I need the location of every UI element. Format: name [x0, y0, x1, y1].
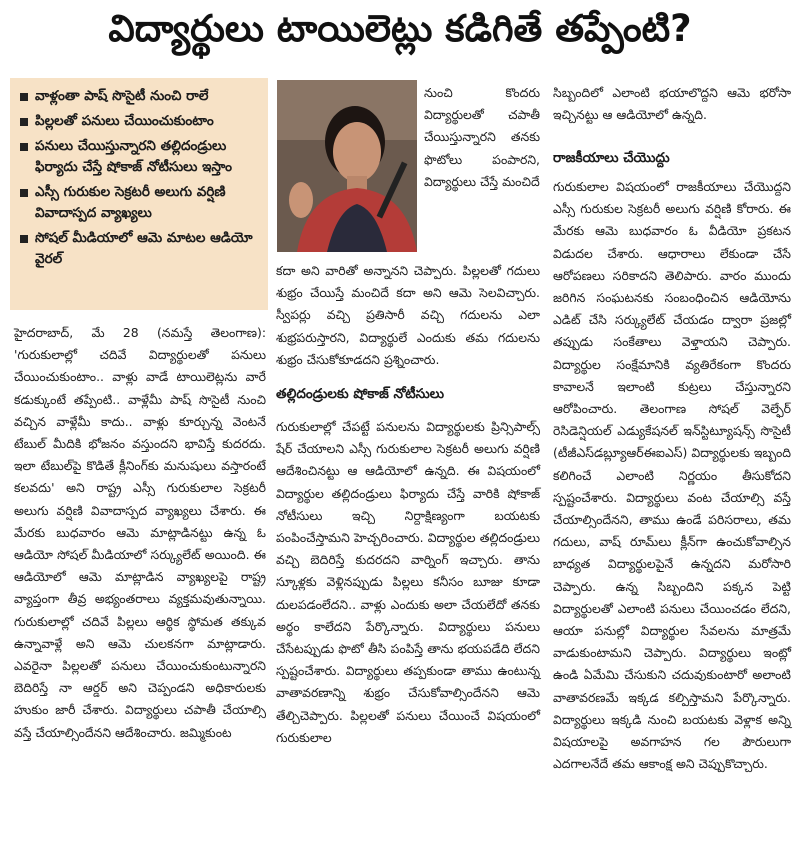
highlight-item	[20, 136, 260, 178]
square-bullet-icon	[20, 189, 28, 197]
article-column-2-bottom	[276, 416, 540, 749]
square-bullet-icon	[20, 235, 28, 243]
highlight-item	[20, 228, 260, 270]
highlight-text: ఎస్సీ గురుకుల సెక్రటరీ అలుగు వర్షిణి వివాదాస్పద వ్యాఖ్యలు	[35, 184, 226, 221]
article-column-2-top	[424, 82, 540, 193]
subheading-no-politics: రాజకీయాలు చేయొద్దు	[553, 150, 670, 166]
article-paragraph: గురుకులాల్లో చేపట్టే పనులను విద్యార్థులకు ప్రిన్సిపాల్స్ షేర్ చేయాలని ఎస్సీ గురుకులాల సెక్రటరీ అలుగు వర్షిణి ఆదేశించినట్టు ఆ ఆడియోలో ఉన్నది. ఈ విషయంలో విద్యార్థుల తల్లిదండ్రులు ఫిర్యాదు చేస్తే వారికి షోకాజ్ నోటీసులు ఇచ్చి నిర్దాక్షిణ్యంగా బయటకు పంపించేస్తామని హెచ్చరించారు. విద్యార్థుల తల్లిదండ్రులు వచ్చి బెదిరిస్తే కుదరదని వార్నింగ్ ఇచ్చారు. తాను స్కూళ్లకు వెళ్లినప్పుడు పిల్లలు కనీసం బూజు కూడా దులపడంలేదని.. వాళ్లు ఎందుకు అలా చేయలేదో తనకు అర్థం కాలేదని పేర్కొన్నారు. విద్యార్థులు పనులు చేసేటప్పుడు ఫొటో తీసి పంపిస్తే తాను భయపడేది లేదని స్పష్టంచేశారు. విద్యార్థులు తప్పకుండా తాము ఉంటున్న వాతావరణాన్ని శుభ్రం చేసుకోవాల్సిందేనని ఆమె తేల్చిచెప్పారు. పిల్లలతో పనులు చేయించే విషయంలో గురుకులాల	[276, 419, 540, 745]
subheading-parents-notices: తల్లిదండ్రులకు షోకాజ్ నోటీసులు	[276, 386, 445, 402]
article-paragraph: హైదరాబాద్, మే 28 (నమస్తే తెలంగాణ): 'గురుకులాల్లో చదివే విద్యార్థులతో పనులు చేయించుకుంటాం.. వాళ్లు వాడే టాయిలెట్లను వారే కడుక్కుంటే తప్పేంటి.. వాళ్లేమీ పాష్ సొసైటీ నుంచి వచ్చిన వాళ్లేమీ కాదు.. వాళ్లు కూర్చున్న వెంటనే టేబుల్ మీదికి భోజనం వస్తుందని భావిస్తే కుదరదు. ఇలా టేబుల్‌పై కొడితే క్లీనింగ్‌కు మనుషులు వస్తారంటే కలవదు' అని రాష్ట్ర ఎస్సీ గురుకులాల సెక్రటరీ అలుగు వర్షిణి వివాదాస్పద వ్యాఖ్యలు చేశారు. ఈ మేరకు బుధవారం ఆమె మాట్లాడినట్టు ఉన్న ఓ ఆడియో సోషల్ మీడియాలో సర్క్యులేట్ అయింది. ఈ ఆడియోలో ఆమె మాట్లాడిన వ్యాఖ్యలపై రాష్ట్ర వ్యాప్తంగా తీవ్ర అభ్యంతరాలు వ్యక్తమవుతున్నాయి. గురుకులాల్లో చదివే పిల్లలు ఆర్థిక స్థోమత తక్కువ ఉన్నావాళ్లే అని ఆమె చులకనగా మాట్లాడారు. ఎవరైనా పిల్లలతో పనులు చేయించుకుంటున్నారని బెదిరిస్తే నా ఆర్డర్ అని చెప్పండని అధికారులకు హుకుం జారీ చేశారు. విద్యార్థులు చపాతీ చేయాల్సి వస్తే చేయాల్సిందేనని ఆదేశించారు. జమ్మికుంట	[14, 325, 266, 740]
article-paragraph: కదా అని వారితో అన్నానని చెప్పారు. పిల్లలతో గదులు శుభ్రం చేయిస్తే మంచిదే కదా అని ఆమె సెలవిచ్చారు. స్వీపర్లు వచ్చి ప్రతిసారీ వచ్చి గదులను ఎలా శుభ్రపరుస్తారని, విద్యార్థులే ఎందుకు తమ గదులను శుభ్రం చేసుకోకూడదని ప్రశ్నించారు.	[276, 263, 540, 367]
headline: విద్యార్థులు టాయిలెట్లు కడిగితే తప్పేంటి?	[108, 7, 692, 50]
article-column-3-top	[553, 82, 791, 126]
highlight-text: సోషల్ మీడియాలో ఆమె మాటల ఆడియో వైరల్	[35, 230, 253, 267]
highlight-text: పనులు చేయిస్తున్నారని తల్లిదండ్రులు ఫిర్యాదు చేస్తే షోకాజ్ నోటీసులు ఇస్తాం	[35, 138, 233, 175]
official-portrait-photo	[277, 80, 417, 252]
highlight-text: పిల్లలతో పనులు చేయించుకుంటాం	[35, 113, 214, 129]
highlight-item	[20, 111, 260, 132]
article-paragraph: నుంచి కొందరు విద్యార్థులతో చపాతీ చేయిస్తున్నారని తనకు ఫొటోలు పంపారని, విద్యార్థులు చేస్తే మంచిదే	[424, 85, 540, 189]
square-bullet-icon	[20, 93, 28, 101]
article-column-3	[553, 176, 791, 775]
article-paragraph: గురుకులాల విషయంలో రాజకీయాలు చేయొద్దని ఎస్సీ గురుకుల సెక్రటరీ అలుగు వర్షిణి కోరారు. ఈ మేరకు ఆమె బుధవారం ఓ వీడియో ప్రకటన విడుదల చేశారు. ఆధారాలు లేకుండా చేసే ఆరోపణలు సరికాదని తెలిపారు. వారం ముందు జరిగిన సంఘటనకు సంబంధించిన ఆడియోను ఎడిట్ చేసి సర్క్యులేట్ చేయడం ద్వారా ప్రజల్లో తప్పుడు సంకేతాలు వెళ్తాయని చెప్పారు. విద్యార్థుల సంక్షేమానికి వ్యతిరేకంగా కొందరు కావాలనే ఇలాంటి కుట్రలు చేస్తున్నారని ఆరోపించారు. తెలంగాణ సోషల్ వెల్ఫేర్ రెసిడెన్షియల్ ఎడ్యుకేషనల్ ఇన్‌స్టిట్యూషన్స్ సొసైటీ (టీజీఎస్‌డబ్ల్యూఆర్‌ఈఐఎస్) విద్యార్థులకు ఇబ్బంది కలిగించే ఎలాంటి నిర్ణయం తీసుకోదని స్పష్టంచేశారు. విద్యార్థులు వంట చేయాల్సి వస్తే చేయాల్సిందేనని, తాము ఉండే పరిసరాలు, తమ గదులు, వాష్ రూమ్‌లు క్లీన్‌గా ఉంచుకోవాల్సిన బాధ్యత విద్యార్థులపైనే ఉన్నదని మరోసారి చెప్పారు. ఉన్న సిబ్బందిని పక్కన పెట్టి విద్యార్థులతో ఎలాంటి పనులు చేయించడం లేదని, ఆయా పనుల్లో విద్యార్థుల సేవలను మాత్రమే వాడుకుంటామని చెప్పారు. విద్యార్థులు ఇంట్లో ఉండి ఏమేమి చేసుకుని చదువుకుంటారో అలాంటి వాతావరణమే ఇక్కడ కల్పిస్తామని పేర్కొన్నారు. విద్యార్థులు ఇక్కడి నుంచి బయటకు వెళ్లాక అన్ని విషయాలపై అవగాహన గల పౌరులుగా ఎదగాలనేదే తమ ఆకాంక్ష అని చెప్పుకొచ్చారు.	[553, 179, 791, 772]
article-paragraph: సిబ్బందిలో ఎలాంటి భయాలొద్దని ఆమె భరోసా ఇచ్చినట్టు ఆ ఆడియోలో ఉన్నది.	[553, 85, 791, 123]
square-bullet-icon	[20, 143, 28, 151]
highlight-item	[20, 182, 260, 224]
highlight-item	[20, 86, 260, 107]
highlight-text: వాళ్లంతా పాష్ సొసైటీ నుంచి రాలే	[35, 88, 209, 104]
article-column-1	[14, 322, 266, 744]
article-column-2-mid	[276, 260, 540, 371]
highlights-box	[10, 78, 268, 310]
square-bullet-icon	[20, 118, 28, 126]
